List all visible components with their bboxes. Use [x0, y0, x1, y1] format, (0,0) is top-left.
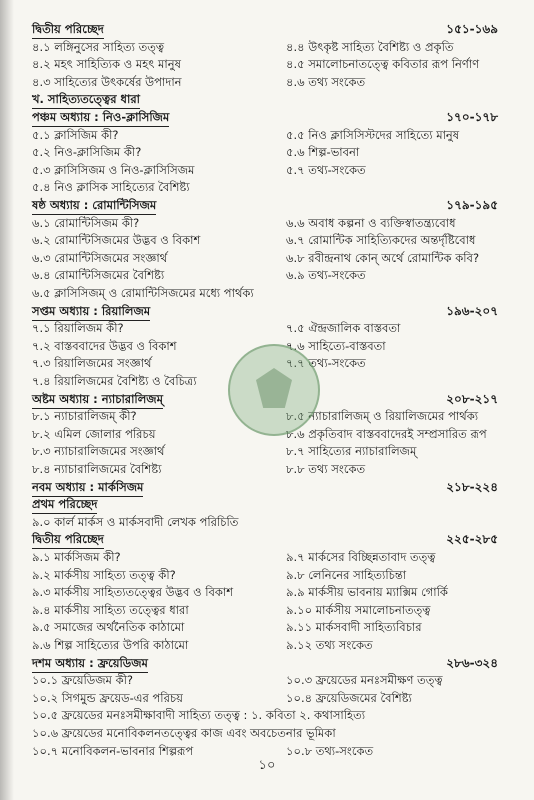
toc-entry: ৬.৫ ক্লাসিসিজম্ ও রোমান্টিসিজমের মধ্যে পার্থক্য — [32, 286, 254, 300]
toc-entry-row — [32, 583, 498, 601]
toc-entry-row — [32, 566, 498, 584]
toc-entry: ৫.৬ শিল্প-ভাবনা — [286, 145, 360, 160]
toc-entry: ৭.৪ রিয়ালিজমের বৈশিষ্ট্য ও বৈচিত্র্য — [32, 374, 197, 388]
toc-entry: ৬.৮ রবীন্দ্রনাথ কোন্ অর্থে রোমান্টিক কবি? — [286, 250, 480, 265]
section-title: প্রথম পরিচ্ছেদ — [32, 495, 97, 514]
toc-entry: ৯.১০ মার্কসীয় সমালোচনাতত্ত্ব — [286, 602, 431, 617]
toc-entry: ৯.৯ মার্কসীয় ভাবনায় ম্যাক্সিম গোর্কি — [286, 585, 448, 600]
toc-entry: ৪.৬ তথ্য সংকেত — [286, 74, 366, 89]
toc-entry-row — [32, 231, 498, 249]
toc-entry: ১০.৩ ফ্রয়েডের মনঃসমীক্ষণ তত্ত্ব — [286, 673, 443, 688]
toc-entry: ৮.৮ তথ্য সংকেত — [286, 462, 366, 476]
toc-entry: ৭.৫ ঐন্দ্রজালিক বাস্তবতা — [286, 321, 401, 336]
section-title: খ. সাহিত্যতত্ত্বের ধারা — [32, 90, 140, 109]
toc-entry-row — [32, 249, 498, 267]
toc-entry: ৪.৫ সমালোচনাতত্ত্বে কবিতার রূপ নির্ণাণ — [286, 57, 480, 72]
toc-entry: ৯.৫ সমাজের অর্থনৈতিক কাঠামো — [32, 620, 185, 635]
toc-entry-row — [32, 724, 498, 742]
toc-entry-row — [32, 284, 498, 302]
section-title: অষ্টম অধ্যায় : ন্যাচারালিজম্ — [32, 390, 163, 409]
toc-section-heading — [32, 302, 498, 320]
section-title: দশম অধ্যায় : ফ্রয়েডিজম — [32, 654, 148, 673]
section-title: দ্বিতীয় পরিচ্ছেদ — [32, 530, 104, 549]
toc-section-heading — [32, 654, 498, 672]
toc-entry: ৯.৮ লেনিনের সাহিত্যচিন্তা — [286, 567, 407, 582]
section-title: দ্বিতীয় পরিচ্ছেদ — [32, 20, 104, 39]
toc-entry: ৮.২ এমিল জোলার পরিচয় — [32, 426, 156, 441]
toc-section-heading — [32, 495, 498, 513]
toc-entry: ৮.৬ প্রকৃতিবাদ বাস্তববাদেরই সম্প্রসারিত রূপ — [286, 426, 487, 441]
toc-entry-row — [32, 636, 498, 654]
toc-entry-row — [32, 73, 498, 91]
toc-entry: ৫.৫ নিও ক্লাসিসিস্টদের সাহিত্যে মানুষ — [286, 127, 460, 142]
page-gutter-shadow — [0, 0, 14, 800]
section-title: ষষ্ঠ অধ্যায় : রোমান্টিসিজম — [32, 196, 156, 215]
toc-entry-row — [32, 442, 498, 460]
toc-section-heading — [32, 530, 498, 548]
toc-entry: ১০.৫ ফ্রয়েডের মনঃসমীক্ষাবাদী সাহিত্য তত্ত্ব : ১. কবিতা ২. কথাসাহিত্য — [32, 708, 366, 723]
toc-entry-row — [32, 706, 498, 724]
toc-entry: ৬.৬ অবাধ কল্পনা ও ব্যক্তিস্বাতন্ত্র্যবোধ — [286, 215, 456, 230]
toc-entry: ৭.৬ সাহিত্যে-বাস্তবতা — [286, 338, 386, 353]
page-range: ১৯৬-২০৭ — [446, 303, 498, 318]
page-range: ১৭০-১৭৮ — [446, 110, 498, 124]
toc-entry: ১০.১ ফ্রয়েডিজম কী? — [32, 673, 134, 688]
toc-section-heading — [32, 90, 498, 108]
toc-entry-row — [32, 671, 498, 689]
toc-entry: ৫.৩ ক্লাসিসিজম ও নিও-ক্লাসিসিজম — [32, 162, 195, 177]
page-range: ১৭৯-১৯৫ — [446, 198, 498, 212]
toc-entry: ৮.৪ ন্যাচারালিজমের বৈশিষ্ট্য — [32, 462, 162, 476]
toc-entry: ৯.৬ শিল্প সাহিত্যের উপরি কাঠামো — [32, 638, 189, 652]
toc-entry-row — [32, 513, 498, 531]
toc-entry-row — [32, 126, 498, 144]
toc-entry: ৯.৪ মার্কসীয় সাহিত্য তত্ত্বের ধারা — [32, 602, 189, 617]
toc-entry: ৯.৭ মার্কসের বিচ্ছিন্নতাবাদ তত্ত্ব — [286, 550, 436, 564]
toc-section-heading — [32, 20, 498, 38]
toc-entry: ৯.৩ মার্কসীয় সাহিত্যতত্ত্বের উদ্ভব ও বিকাশ — [32, 585, 234, 600]
toc-entry: ১০.২ সিগমুন্ড ফ্রয়েড-এর পরিচয় — [32, 690, 183, 705]
toc-entry: ৮.১ ন্যাচারালিজম্ কী? — [32, 409, 137, 424]
page-number: ১০ — [258, 758, 276, 773]
toc-entry: ১০.৭ মনোবিকলন-ভাবনার শিল্পরূপ — [32, 743, 194, 758]
toc-entry: ৭.২ বাস্তববাদের উদ্ভব ও বিকাশ — [32, 338, 177, 353]
toc-entry-row — [32, 38, 498, 56]
toc-entry: ৮.৫ ন্যাচারালিজম্ ও রিয়ালিজমের পার্থক্য — [286, 409, 479, 424]
toc-entry-row — [32, 689, 498, 707]
toc-entry: ৪.৪ উৎকৃষ্ট সাহিত্য বৈশিষ্ট্য ও প্রকৃতি — [286, 39, 454, 54]
page-range: ২১৮-২২৪ — [446, 479, 498, 494]
toc-entry-row — [32, 460, 498, 478]
toc-entry-row — [32, 55, 498, 73]
toc-entry-row — [32, 618, 498, 636]
toc-entry: ১০.৮ তথ্য-সংকেত — [286, 743, 374, 758]
toc-entry-row — [32, 214, 498, 232]
toc-entry: ৪.১ লঙ্গিনুসের সাহিত্য তত্ত্ব — [32, 39, 165, 54]
toc-section-heading — [32, 478, 498, 496]
toc-entry-row — [32, 548, 498, 566]
toc-entry: ৫.১ ক্লাসিজিম কী? — [32, 127, 119, 142]
toc-entry: ১০.৪ ফ্রয়েডিজমের বৈশিষ্ট্য — [286, 690, 412, 705]
toc-entry: ৬.৭ রোমান্টিক সাহিত্যিকদের অন্তর্দৃষ্টিবোধ — [286, 233, 476, 248]
toc-entry-row — [32, 143, 498, 161]
toc-entry-row — [32, 266, 498, 284]
toc-entry: ৪.৩ সাহিত্যের উৎকর্ষের উপাদান — [32, 74, 182, 89]
toc-entry: ৫.৪ নিও ক্লাসিক সাহিত্যের বৈশিষ্ট্য — [32, 180, 190, 195]
toc-entry: ৭.১ রিয়ালিজম কী? — [32, 321, 124, 336]
page-range: ২০৮-২১৭ — [446, 391, 498, 406]
toc-entry: ৯.০ কার্ল মার্কস ও মার্কসবাদী লেখক পরিচিতি — [32, 514, 239, 529]
toc-entry: ৯.২ মার্কসীয় সাহিত্য তত্ত্ব কী? — [32, 567, 176, 582]
toc-entry: ৭.৭ তথ্য-সংকেত — [286, 356, 366, 371]
toc-entry: ৯.১ মার্কসিজম কী? — [32, 550, 121, 564]
toc-entry: ৮.৩ ন্যাচারালিজমের সংজ্ঞার্থ — [32, 444, 165, 459]
toc-entry: ৬.১ রোমান্টিসিজম কী? — [32, 215, 140, 230]
toc-entry: ৭.৩ রিয়ালিজমের সংজ্ঞার্থ — [32, 356, 152, 371]
toc-entry: ৬.২ রোমান্টিসিজমের উদ্ভব ও বিকাশ — [32, 233, 201, 248]
page-range: ২৮৬-৩২৪ — [446, 655, 498, 670]
page-range: ২২৫-২৮৫ — [446, 532, 498, 547]
watermark-logo — [228, 344, 320, 436]
toc-entry-row — [32, 319, 498, 337]
toc-entry: ৯.১১ মার্কসবাদী সাহিত্যবিচার — [286, 620, 422, 635]
toc-entry: ৬.৯ তথ্য-সংকেত — [286, 268, 366, 283]
toc-section-heading — [32, 108, 498, 126]
toc-entry: ১০.৬ ফ্রয়েডের মনোবিকলনতত্ত্বের কাজ এবং অবচেতনার ভূমিকা — [32, 726, 336, 740]
toc-entry-row — [32, 161, 498, 179]
section-title: সপ্তম অধ্যায় : রিয়ালিজম — [32, 302, 150, 321]
page-range: ১৫১-১৬৯ — [446, 22, 498, 36]
toc-entry: ৫.২ নিও-ক্লাসিজিম কী? — [32, 145, 142, 160]
toc-entry: ৬.৩ রোমান্টিসিজমের সংজ্ঞার্থ — [32, 250, 168, 265]
toc-entry: ৫.৭ তথ্য-সংকেত — [286, 162, 366, 177]
section-title: নবম অধ্যায় : মার্কসিজম — [32, 478, 143, 497]
toc-section-heading — [32, 196, 498, 214]
toc-entry: ৬.৪ রোমান্টিসিজমের বৈশিষ্ট্য — [32, 268, 165, 283]
toc-entry-row — [32, 601, 498, 619]
toc-entry: ৮.৭ সাহিত্যের ন্যাচারালিজম্ — [286, 444, 417, 459]
toc-entry-row — [32, 178, 498, 196]
section-title: পঞ্চম অধ্যায় : নিও-ক্লাসিজিম — [32, 108, 169, 127]
toc-entry: ৪.২ মহৎ সাহিত্যিক ও মহৎ মানুষ — [32, 57, 181, 72]
toc-entry: ৯.১২ তথ্য সংকেত — [286, 638, 373, 652]
